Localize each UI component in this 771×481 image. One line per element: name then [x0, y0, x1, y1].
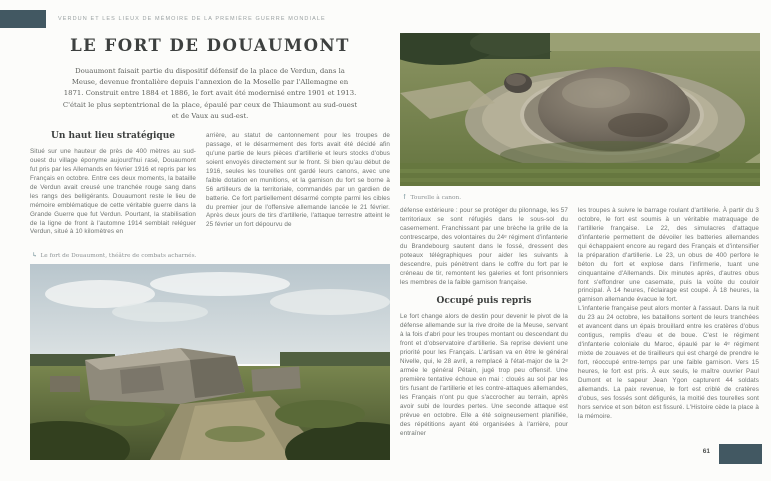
photo-caption-turret [402, 193, 602, 201]
left-page-column-2 [206, 131, 390, 230]
caption-text: Le fort de Douaumont, théâtre de combats acharnés. [40, 253, 197, 259]
fort-ruins-photo [30, 264, 390, 460]
body-paragraph: L'infanterie française peut alors monter à l'assaut. Dans la nuit du 23 au 24 octobre, les bataillons sortent de leurs tranchées et avancent dans un épais brouillard entre les cratères d'obus contigus, remplis d'eau et de boue. C'est le régiment d'infanterie coloniale du Maroc, épaulé par le 4ᵉ régiment mixte de zouaves et de tirailleurs qui est chargé de prendre le fort, réoccupé entre-temps par une faible garnison. Vers 15 heures, le fort est pris. À eux seuls, le maître ouvrier Paul Dumont et le sapeur Jean Ygon capturent 44 soldats allemands. La paix revenue, le fort est criblé de cratères d'obus, ses fossés sont défigurés, la moitié des tourelles sont hors service et son béton est fissuré. L'Histoire cède la place à la mémoire. [578, 305, 759, 420]
caption-text: Tourelle à canon. [410, 195, 462, 201]
header-accent-tab [0, 10, 46, 28]
body-paragraph: Situé sur une hauteur de près de 400 mètres au sud-ouest du village éponyme aujourd'hui rasé, Douaumont fut pris par les Allemands en février 1916 et repris par les Français en octobre. Entre ces deux moments, la bataille de Verdun avait creusé une tranchée rouge sang dans les rangs des belligérants. Douaumont reste le lieu de mémoire emblématique de cette véritable guerre dans la Grande Guerre que fut Verdun. Pourtant, la stabilisation de la ligne de front à l'automne 1914 semblait reléguer Verdun, situé à 10 kilomètres en [30, 148, 196, 236]
subsection-heading: Occupé puis repris [436, 296, 532, 307]
caption-arrow-icon: ↳ [32, 251, 38, 259]
gun-turret-photo [400, 33, 760, 186]
gun-turret-illustration [400, 33, 760, 186]
body-paragraph: les troupes à suivre le barrage roulant d'artillerie. À partir du 3 octobre, le fort est soumis à un véritable matraquage de l'artillerie française. Le 22, des simulacres d'attaque d'infanterie permettent de dévoiler les batteries allemandes qui échappaient encore au regard des Français et d'intensifier la préparation d'artillerie. Le 23, un obus de 400 perfore le béton du fort et explose dans l'infirmerie, tuant une cinquantaine d'Allemands. Dix minutes après, d'autres obus font s'effondrer une casemate, puis la voûte du couloir principal. À 14 heures, l'éclairage est coupé. À 18 heures, la garnison allemande évacue le fort. [578, 207, 759, 304]
right-page-column-2 [578, 207, 759, 422]
caption-arrow-icon: ↑ [402, 193, 408, 201]
page-number: 61 [702, 448, 710, 455]
running-title: VERDUN ET LES LIEUX DE MÉMOIRE DE LA PREMIÈRE GUERRE MONDIALE [58, 16, 326, 22]
fort-ruins-illustration [30, 264, 390, 460]
photo-caption-ruins [32, 251, 212, 259]
page-title: LE FORT DE DOUAUMONT [70, 36, 350, 55]
body-paragraph: Le fort change alors de destin pour devenir le pivot de la défense allemande sur la rive droite de la Meuse, servant à la fois d'abri pour les troupes montant ou descendant du front et d'observatoire d'artillerie. Sa reprise devient une priorité pour les Français. L'artisan va en être le général Nivelle, qui, le 28 avril, a remplacé à l'état-major de la 2ᵉ armée le général Pétain, jugé trop peu offensif. Une première tentative échoue en mai : cloués au sol par les tirs fusant de l'artillerie et les contre-attaques allemandes, les Français n'ont pu que s'accrocher au terrain, après avoir subi de lourdes pertes. Une seconde attaque est prévue en octobre. Elle a été soigneusement planifiée, des répétitions ayant été organisées à l'arrière, pour entraîner [400, 313, 568, 437]
left-page-column-1 [30, 131, 196, 237]
body-paragraph: arrière, au statut de cantonnement pour les troupes de passage, et le désarmement des forts avait été décidé afin qu'une partie de leurs pièces d'artillerie et leurs stocks d'obus soient envoyés directement sur le front. Si bien qu'au début de 1916, seules les tourelles ont gardé leurs canons, avec une faible dotation en munitions, et la garnison du fort se borne à 56 artilleurs de la territoriale, commandés par un gardien de batterie. Ce fort partiellement désarmé compte parmi les cibles du premier jour de l'offensive allemande lancée le 21 février. Après deux jours de tirs d'artillerie, l'attaque terrestre atteint le 25 février un fort dépourvu de [206, 132, 390, 229]
right-page-column-1 [400, 207, 568, 439]
footer-accent-tab [719, 444, 762, 464]
body-paragraph: défense extérieure : pour se protéger du pilonnage, les 57 territoriaux se sont réfugiés dans le sous-sol du casernement. Franchissant par une brèche la grille de la contrescarpe, des volontaires du 24ᵉ régiment d'infanterie du Brandebourg sautent dans le fossé, dressent des poteaux télégraphiques pour aider les suivants à descendre, puis pénètrent dans le coffre du fort par le créneau de tir, remontent les galeries et font prisonniers les membres de la faible garnison française. [400, 207, 568, 286]
section-heading: Un haut lieu stratégique [51, 131, 175, 141]
intro-paragraph: Douaumont faisait partie du dispositif défensif de la place de Verdun, dans la Meuse, devenue frontalière depuis l'annexion de la Moselle par l'Allemagne en 1871. Construit entre 1884 et 1886, le fort avait été modernisé entre 1901 et 1913. C'était le plus septentrional de la place, épaulé par ceux de Thiaumont au sud-ouest et de Vaux au sud-est. [62, 67, 358, 120]
